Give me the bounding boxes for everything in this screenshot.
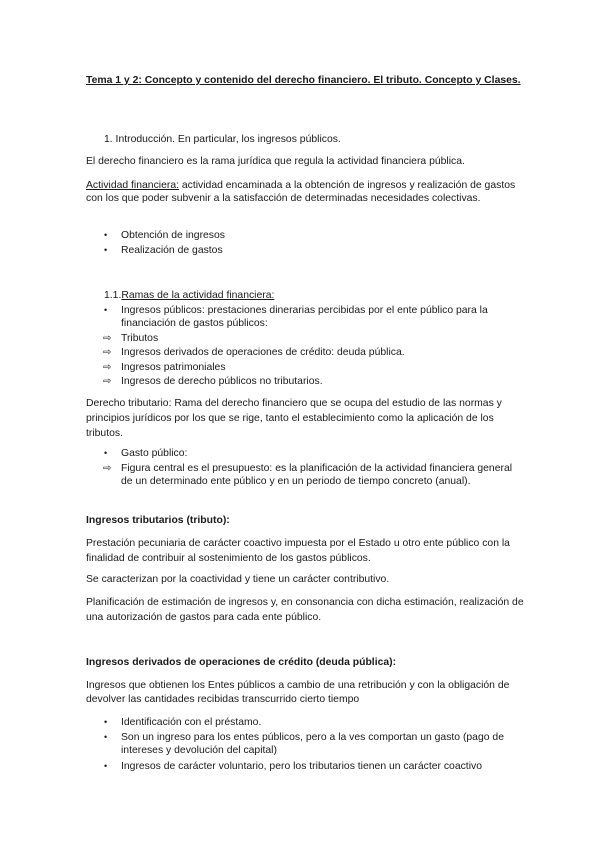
actividad-paragraph <box>86 179 526 206</box>
derecho-definition: El derecho financiero es la rama jurídica que regula la actividad financiera pública. <box>86 156 465 167</box>
credito-heading: Ingresos derivados de operaciones de crédito (deuda pública): <box>86 657 397 668</box>
tributarios-heading: Ingresos tributarios (tributo): <box>86 515 230 526</box>
bullet-icon: • <box>104 245 108 255</box>
list-item: Obtención de ingresos <box>121 230 225 241</box>
list-item: Ingresos de derecho públicos no tributarios. <box>121 376 323 387</box>
bullet-icon: • <box>104 448 108 458</box>
actividad-label: Actividad financiera: <box>86 180 179 191</box>
credito-definition: Ingresos que obtienen los Entes públicos a cambio de una retribución y con la obligación de devolver las cantidades recibidas transcurrido cierto tiempo <box>86 680 510 705</box>
arrow-right-icon: ⇨ <box>103 362 112 373</box>
list-item: Ingresos de carácter voluntario, pero los tributarios tienen un carácter coactivo <box>121 761 482 772</box>
list-item: Tributos <box>121 333 159 344</box>
arrow-right-icon: ⇨ <box>103 347 112 358</box>
ramas-label: Ramas de la actividad financiera: <box>121 290 275 301</box>
arrow-right-icon: ⇨ <box>103 333 112 344</box>
list-item: Ingresos derivados de operaciones de crédito: deuda pública. <box>121 347 405 358</box>
list-item: Ingresos públicos: prestaciones dinerarias percibidas por el ente público para la financiación de gastos públicos: <box>121 305 488 330</box>
list-item: Gasto público: <box>121 448 188 459</box>
arrow-right-icon: ⇨ <box>103 376 112 387</box>
derecho-tributario-paragraph: Derecho tributario: Rama del derecho financiero que se ocupa del estudio de las normas y principios jurídicos por los que se rige, tanto el establecimiento como la aplicación de los tributos. <box>86 398 502 439</box>
tributarios-planning: Planificación de estimación de ingresos y, en consonancia con dicha estimación, realización de una autorización de gastos para cada ente público. <box>86 597 524 623</box>
ramas-number: 1.1. <box>104 290 122 301</box>
tributarios-definition: Prestación pecuniaria de carácter coactivo impuesta por el Estado u otro ente público con la finalidad de contribuir al sostenimiento de los gastos públicos. <box>86 538 510 564</box>
arrow-right-icon: ⇨ <box>103 463 112 474</box>
document-title: Tema 1 y 2: Concepto y contenido del derecho financiero. El tributo. Concepto y Clases. <box>86 75 521 86</box>
intro-item: 1. Introducción. En particular, los ingresos públicos. <box>104 134 341 145</box>
list-item: Identificación con el préstamo. <box>121 717 262 728</box>
bullet-icon: • <box>104 761 108 771</box>
bullet-icon: • <box>104 717 108 727</box>
list-item: Son un ingreso para los entes públicos, pero a la ves comportan un gasto (pago de intereses y devolución del capital) <box>121 732 504 757</box>
bullet-icon: • <box>104 230 108 240</box>
tributarios-characteristics: Se caracterizan por la coactividad y tiene un carácter contributivo. <box>86 574 390 585</box>
bullet-icon: • <box>104 305 108 315</box>
ramas-heading <box>104 289 544 302</box>
bullet-icon: • <box>104 732 108 742</box>
actividad-text: actividad encaminada a la obtención de ingresos y realización de gastos con los que poder subvenir a la satisfacción de determinadas necesidades colectivas. <box>86 180 516 205</box>
list-item: Figura central es el presupuesto: es la planificación de la actividad financiera general de un determinado ente público y en un periodo de tiempo concreto (anual). <box>121 463 513 488</box>
list-item: Ingresos patrimoniales <box>121 362 226 373</box>
list-item: Realización de gastos <box>121 245 223 256</box>
